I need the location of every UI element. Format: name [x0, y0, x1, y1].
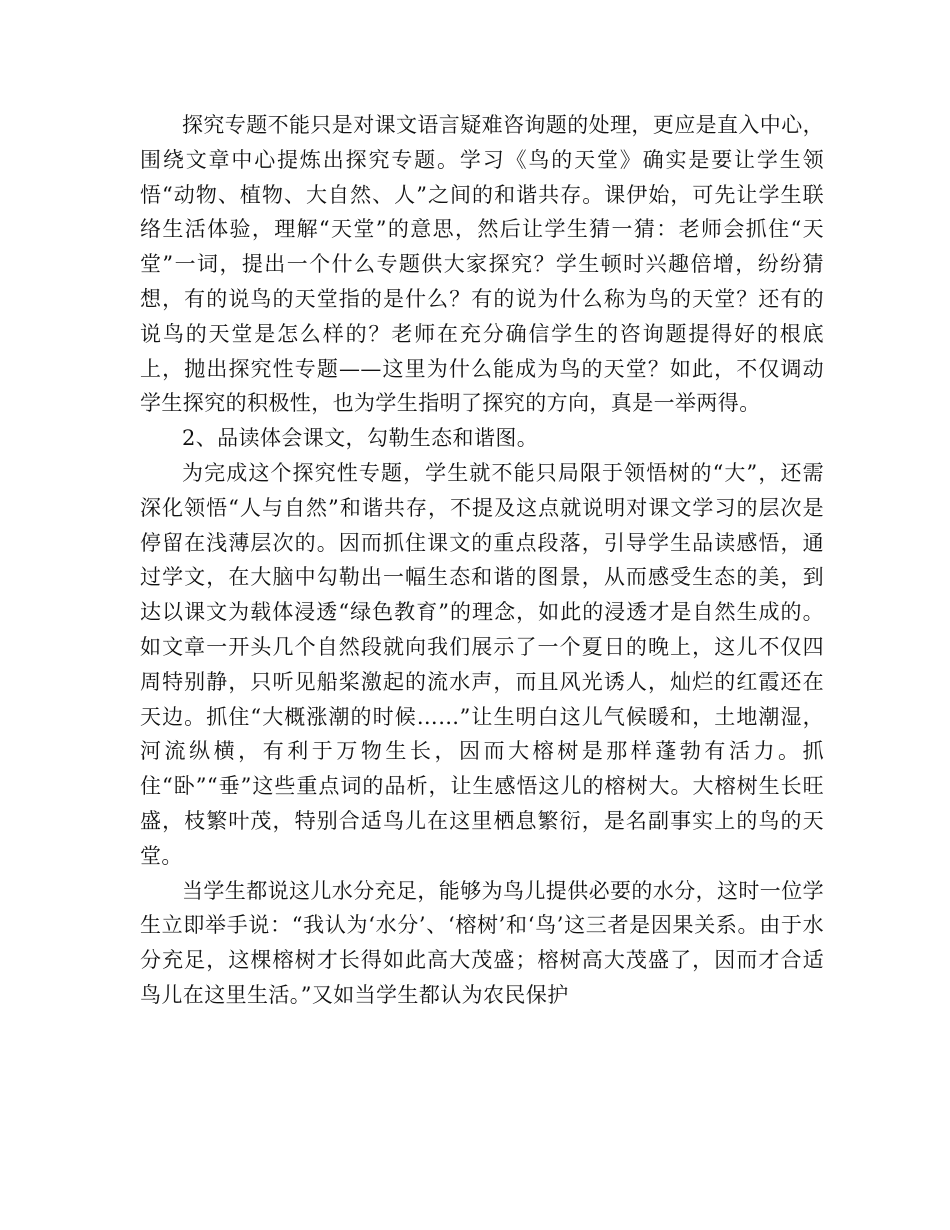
section-heading-reading: 2、品读体会课文，勾勒生态和谐图。	[182, 426, 539, 451]
paragraph-student-example: 当学生都说这儿水分充足，能够为鸟儿提供必要的水分，这时一位学生立即举手说：“我认为‘水分’、‘榕树’和‘鸟’这三者是因果关系。由于水分充足，这棵榕树才长得如此高大茂盛；榕树高大茂盛了，因而才合适鸟儿在这里生活。”又如当学生都认为农民保护	[140, 878, 824, 1007]
paragraph-ecological-harmony: 为完成这个探究性专题，学生就不能只局限于领悟树的“大”，还需深化领悟“人与自然”和谐共存，不提及这点就说明对课文学习的层次是停留在浅薄层次的。因而抓住课文的重点段落，引导学生品读感悟，通过学文，在大脑中勾勒出一幅生态和谐的图景，从而感受生态的美，到达以课文为载体浸透“绿色教育”的理念，如此的浸透才是自然生成的。如文章一开头几个自然段就向我们展示了一个夏日的晚上，这儿不仅四周特别静，只听见船桨激起的流水声，而且风光诱人，灿烂的红霞还在天边。抓住“大概涨潮的时候……”让生明白这儿气候暖和，土地潮湿，河流纵横，有利于万物生长，因而大榕树是那样蓬勃有活力。抓住“卧”“垂”这些重点词的品析，让生感悟这儿的榕树大。大榕树生长旺盛，枝繁叶茂，特别合适鸟儿在这里栖息繁衍，是名副事实上的鸟的天堂。	[140, 460, 824, 868]
paragraph-inquiry-topic: 探究专题不能只是对课文语言疑难咨询题的处理，更应是直入中心，围绕文章中心提炼出探究专题。学习《鸟的天堂》确实是要让学生领悟“动物、植物、大自然、人”之间的和谐共存。课伊始，可先让学生联络生活体验，理解“天堂”的意思，然后让学生猜一猜：老师会抓住“天堂”一词，提出一个什么专题供大家探究？学生顿时兴趣倍增，纷纷猜想，有的说鸟的天堂指的是什么？有的说为什么称为鸟的天堂？还有的说鸟的天堂是怎么样的？老师在充分确信学生的咨询题提得好的根底上，抛出探究性专题——这里为什么能成为鸟的天堂？如此，不仅调动学生探究的积极性，也为学生指明了探究的方向，真是一举两得。	[140, 113, 824, 416]
document-page	[140, 108, 824, 1013]
